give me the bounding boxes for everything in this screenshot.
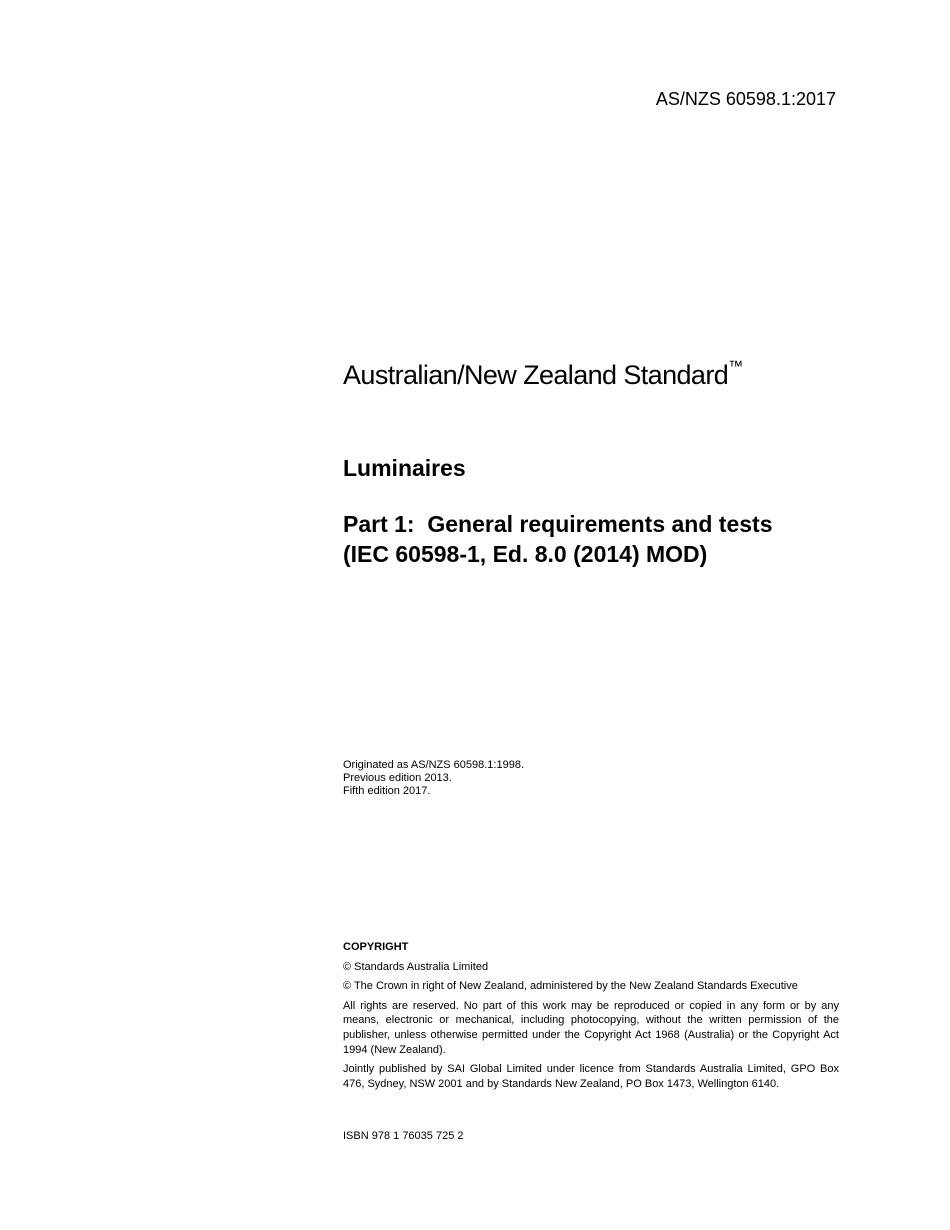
- part-title-line2: (IEC 60598-1, Ed. 8.0 (2014) MOD): [343, 541, 708, 567]
- isbn: ISBN 978 1 76035 725 2: [343, 1130, 464, 1142]
- edition-history: [343, 759, 524, 798]
- history-line: Originated as AS/NZS 60598.1:1998.: [343, 759, 525, 771]
- history-line: Previous edition 2013.: [343, 772, 452, 784]
- standard-number: AS/NZS 60598.1:2017: [655, 89, 836, 109]
- trademark-symbol: ™: [728, 358, 743, 375]
- copyright-line-standards-australia: © Standards Australia Limited: [343, 960, 489, 973]
- history-line: Fifth edition 2017.: [343, 785, 431, 797]
- series-text: Australian/New Zealand Standard: [343, 360, 729, 390]
- copyright-rights-paragraph: All rights are reserved. No part of this work may be reproduced or copied in any form or by any means, electronic or mechanical, including photocopying, without the written permission of the publisher, unless otherwise permitted under the Copyright Act 1968 (Australia) or the Copyright Act 1994 (New Zealand).: [343, 999, 839, 1056]
- standard-series-title: [343, 360, 743, 391]
- copyright-block: [343, 940, 839, 1096]
- part-title: [343, 509, 773, 569]
- copyright-heading: COPYRIGHT: [343, 941, 409, 953]
- copyright-line-crown-nz: © The Crown in right of New Zealand, administered by the New Zealand Standards Executive: [343, 980, 798, 993]
- document-title: Luminaires: [343, 455, 466, 481]
- part-title-line1: Part 1: General requirements and tests: [343, 511, 773, 537]
- copyright-publisher-paragraph: Jointly published by SAI Global Limited under licence from Standards Australia Limited, GPO Box 476, Sydney, NSW 2001 and by Standards New Zealand, PO Box 1473, Wellington 6140.: [343, 1063, 839, 1090]
